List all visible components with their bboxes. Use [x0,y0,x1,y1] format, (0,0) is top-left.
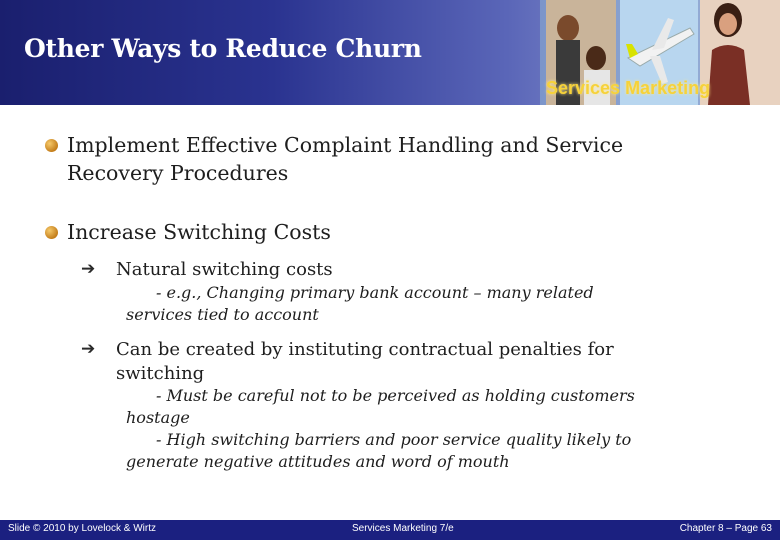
detail-line: hostage [126,408,190,427]
arrow-right-icon: ➔ [81,259,96,279]
slide-footer [0,520,780,540]
footer-copyright: Slide © 2010 by Lovelock & Wirtz [8,523,156,534]
detail-line: services tied to account [126,305,319,324]
detail-line: - e.g., Changing primary bank account – many related [156,283,594,302]
footer-book-title: Services Marketing 7/e [352,523,454,534]
detail-line: - Must be careful not to be perceived as holding customers [156,386,635,405]
slide-title: Other Ways to Reduce Churn [24,34,422,63]
subpoint-1-text: Natural switching costs [116,259,333,280]
detail-line: generate negative attitudes and word of mouth [126,452,510,471]
subpoint-2-line-2: switching [116,363,205,384]
bullet-2-text: Increase Switching Costs [67,220,331,244]
bullet-1-line-1: Implement Effective Complaint Handling and Service [67,133,624,157]
arrow-right-icon: ➔ [81,339,96,359]
bullet-1-text [67,131,757,187]
bullet-1-line-2: Recovery Procedures [67,161,289,185]
bullet-icon [45,139,58,152]
brand-label: Services Marketing [546,78,711,98]
subpoint-2-line-1: Can be created by instituting contractual penalties for [116,339,614,360]
subpoint-1-details [126,282,746,326]
bullet-icon [45,226,58,239]
footer-page-number: Chapter 8 – Page 63 [679,523,772,534]
subpoint-2-details [126,385,746,473]
detail-line: - High switching barriers and poor service quality likely to [156,430,632,449]
subpoint-2-text [116,338,736,386]
